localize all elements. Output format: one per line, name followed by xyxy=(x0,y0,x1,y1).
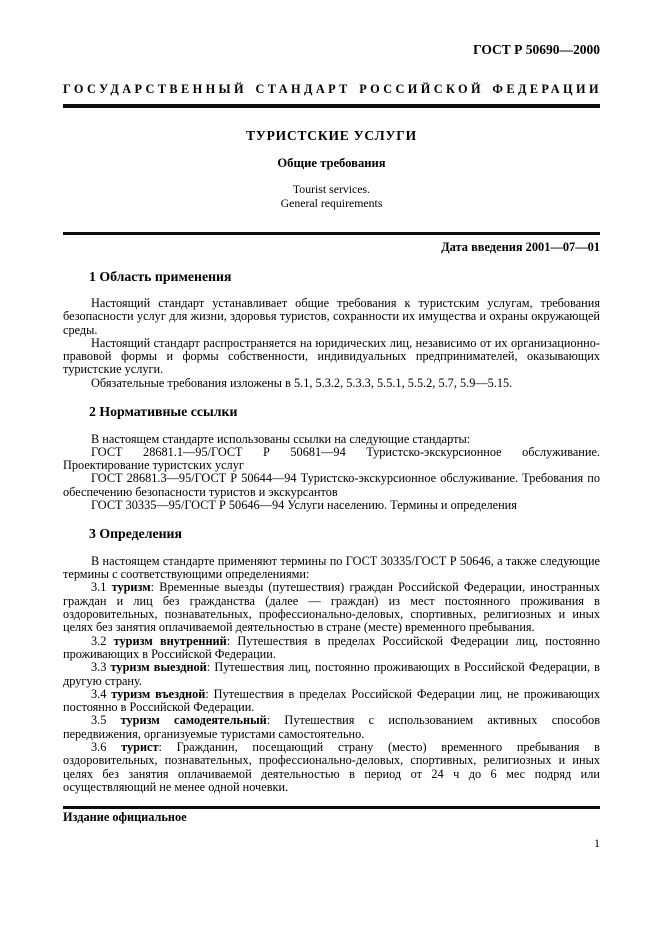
page-footer xyxy=(63,806,600,850)
title-english-line1: Tourist services. xyxy=(292,182,371,196)
paragraph: В настоящем стандарте использованы ссылки на следующие стандарты: xyxy=(91,431,471,446)
paragraph: Обязательные требования изложены в 5.1, 5.3.2, 5.3.3, 5.5.1, 5.5.2, 5.7, 5.9—5.15. xyxy=(91,375,513,390)
paragraph: 3.3 туризм выездной: Путешествия лиц, постоянно проживающих в Российской Федерации, в другую страну. xyxy=(63,660,600,688)
definition-term: туризм самодеятельный xyxy=(120,713,267,728)
footer-rule xyxy=(63,806,600,809)
document-subtitle: Общие требования xyxy=(277,156,386,170)
paragraph: ГОСТ 30335—95/ГОСТ Р 50646—94 Услуги населению. Термины и определения xyxy=(91,498,517,513)
paragraph: ГОСТ 28681.1—95/ГОСТ Р 50681—94 Туристско-экскурсионное обслуживание. Проектирование туристских услуг xyxy=(63,444,600,473)
paragraph: 3.2 туризм внутренний: Путешествия в пределах Российской Федерации лиц, постоянно проживающих в Российской Федерации. xyxy=(63,633,600,661)
definition-term: турист xyxy=(121,740,159,755)
title-english xyxy=(63,183,600,210)
paragraph: 3.1 туризм: Временные выезды (путешествия) граждан Российской Федерации, иностранных граждан и лиц без гражданства (далее — граждан) из мест постоянного проживания в оздоровительных, познавательных, профессионально-деловых, спортивных, религиозных и иных целях без занятия оплачиваемой деятельностью в стране (месте) временного пребывания. xyxy=(63,580,600,635)
intro-rule xyxy=(63,232,600,235)
definition-term: туризм xyxy=(111,580,151,595)
paragraph: 3.6 турист: Гражданин, посещающий страну (место) временного пребывания в оздоровительных, познавательных, профессионально-деловых, спортивных, религиозных и иных целях без занятия оплачиваемой деятельностью в период от 24 ч до 6 мес подряд или осуществляющий не менее одной ночевки. xyxy=(63,740,600,794)
section-heading: 1 Область применения xyxy=(89,268,232,284)
document-title: ТУРИСТСКИЕ УСЛУГИ xyxy=(246,128,417,143)
section xyxy=(63,270,600,391)
sections xyxy=(63,270,600,795)
section-heading: 2 Нормативные ссылки xyxy=(89,404,238,420)
definition-term: туризм въездной xyxy=(111,686,206,701)
paragraph: 3.4 туризм въездной: Путешествия в пределах Российской Федерации лиц, не проживающих постоянно в Российской Федерации. xyxy=(63,686,600,715)
section xyxy=(63,527,600,794)
paragraph: 3.5 туризм самодеятельный: Путешествия с использованием активных способов передвижения, организуемые туристами самостоятельно. xyxy=(63,713,601,741)
section-heading: 3 Определения xyxy=(89,526,182,542)
header-rule xyxy=(63,104,600,108)
doc-number: ГОСТ Р 50690—2000 xyxy=(473,42,600,57)
definition-term: туризм выездной xyxy=(110,660,207,675)
paragraph: Настоящий стандарт распространяется на юридических лиц, независимо от их организационно-правовой формы и формы собственности, индивидуальных предпринимателей, оказывающих туристские услуги. xyxy=(63,335,600,377)
page-number: 1 xyxy=(594,836,600,850)
edition-label: Издание официальное xyxy=(63,810,187,824)
section xyxy=(63,405,600,512)
standard-org-header: ГОСУДАРСТВЕННЫЙ СТАНДАРТ РОССИЙСКОЙ ФЕДЕРАЦИИ xyxy=(63,82,602,96)
paragraph: Настоящий стандарт устанавливает общие требования к туристским услугам, требования безопасности услуг для жизни, здоровья туристов, сохранности их имущества и охраны окружающей среды. xyxy=(63,296,600,337)
paragraph: ГОСТ 28681.3—95/ГОСТ Р 50644—94 Туристско-экскурсионное обслуживание. Требования по обеспечению безопасности туристов и экскурсантов xyxy=(63,471,600,499)
title-english-line2: General requirements xyxy=(280,195,383,210)
definition-term: туризм внутренний xyxy=(113,633,227,648)
effective-date: Дата введения 2001—07—01 xyxy=(441,240,600,254)
paragraph: В настоящем стандарте применяют термины по ГОСТ 30335/ГОСТ Р 50646, а также следующие термины с соответствующими определениями: xyxy=(63,553,600,582)
